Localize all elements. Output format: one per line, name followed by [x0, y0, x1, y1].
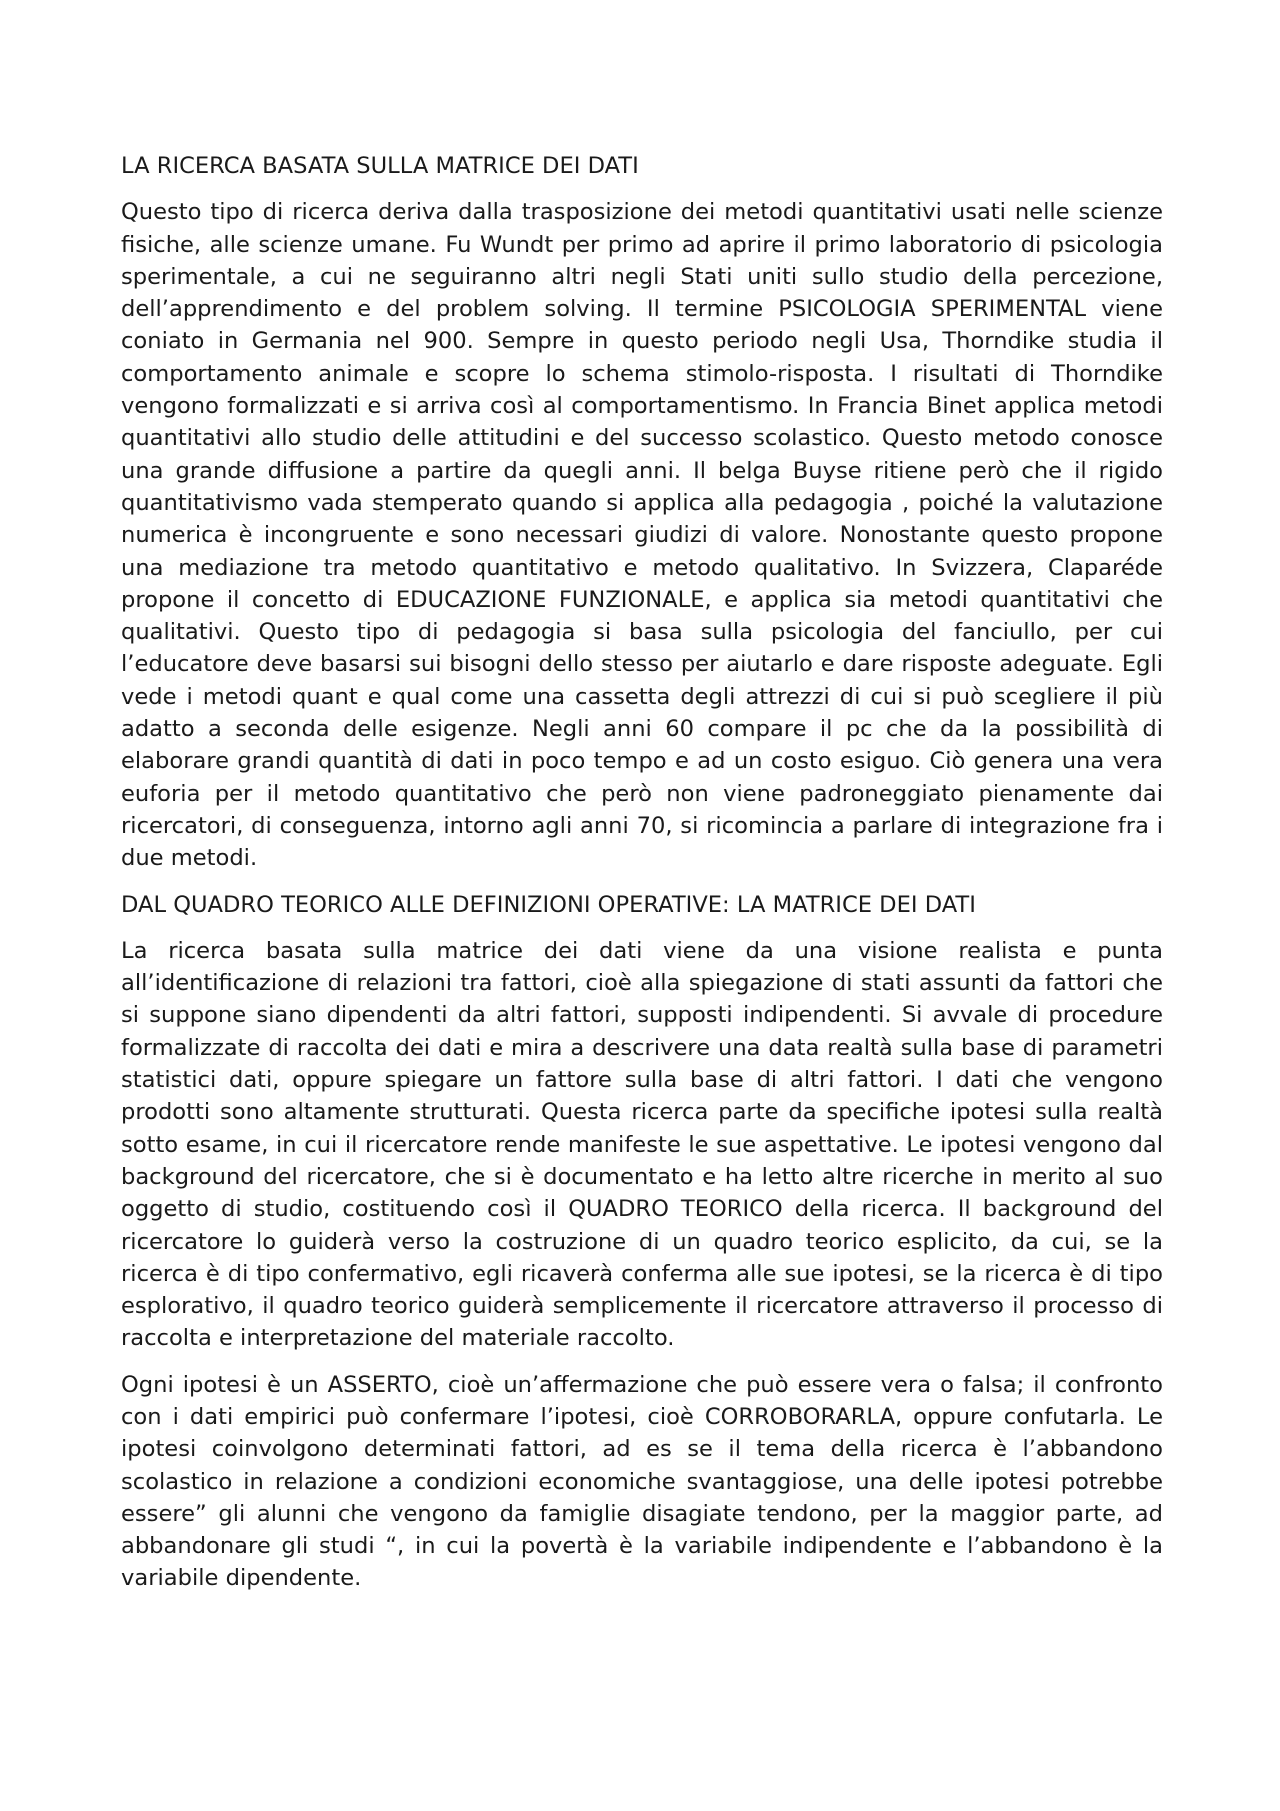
paragraph-origini-metodo-quantitativo: Questo tipo di ricerca deriva dalla trasposizione dei metodi quantitativi usati nelle scienze fisiche, alle scienze umane. Fu Wundt per primo ad aprire il primo laboratorio di psicologia sperimentale, a cui ne seguiranno altri negli Stati uniti sullo studio della percezione, dell’apprendimento e del problem solving. Il termine PSICOLOGIA SPERIMENTAL viene coniato in Germania nel 900. Sempre in questo periodo negli Usa, Thorndike studia il comportamento animale e scopre lo schema stimolo-risposta. I risultati di Thorndike vengono formalizzati e si arriva così al comportamentismo. In Francia Binet applica metodi quantitativi allo studio delle attitudini e del successo scolastico. Questo metodo conosce una grande diffusione a partire da quegli anni. Il belga Buyse ritiene però che il rigido quantitativismo vada stemperato quando si applica alla pedagogia , poiché la valutazione numerica è incongruente e sono necessari giudizi di valore. Nonostante questo propone una mediazione tra metodo quantitativo e metodo qualitativo. In Svizzera, Claparéde propone il concetto di EDUCAZIONE FUNZIONALE, e applica sia metodi quantitativi che qualitativi. Questo tipo di pedagogia si basa sulla psicologia del fanciullo, per cui l’educatore deve basarsi sui bisogni dello stesso per aiutarlo e dare risposte adeguate. Egli vede i metodi quant e qual come una cassetta degli attrezzi di cui si può scegliere il più adatto a seconda delle esigenze. Negli anni 60 compare il pc che da la possibilità di elaborare grandi quantità di dati in poco tempo e ad un costo esiguo. Ciò genera una vera euforia per il metodo quantitativo che però non viene padroneggiato pienamente dai ricercatori, di conseguenza, intorno agli anni 70, si ricomincia a parlare di integrazione fra i due metodi. — [121, 199, 1163, 872]
section-heading-quadro-teorico: DAL QUADRO TEORICO ALLE DEFINIZIONI OPERATIVE: LA MATRICE DEI DATI — [121, 891, 976, 918]
paragraph-ricerca-matrice-dati: La ricerca basata sulla matrice dei dati viene da una visione realista e punta all’identificazione di relazioni tra fattori, cioè alla spiegazione di stati assunti da fattori che si suppone siano dipendenti da altri fattori, supposti indipendenti. Si avvale di procedure formalizzate di raccolta dei dati e mira a descrivere una data realtà sulla base di parametri statistici dati, oppure spiegare un fattore sulla base di altri fattori. I dati che vengono prodotti sono altamente strutturati. Questa ricerca parte da specifiche ipotesi sulla realtà sotto esame, in cui il ricercatore rende manifeste le sue aspettative. Le ipotesi vengono dal background del ricercatore, che si è documentato e ha letto altre ricerche in merito al suo oggetto di studio, costituendo così il QUADRO TEORICO della ricerca. Il background del ricercatore lo guiderà verso la costruzione di un quadro teorico esplicito, da cui, se la ricerca è di tipo confermativo, egli ricaverà conferma alle sue ipotesi, se la ricerca è di tipo esplorativo, il quadro teorico guiderà semplicemente il ricercatore attraverso il processo di raccolta e interpretazione del materiale raccolto. — [121, 937, 1163, 1352]
document-page — [121, 150, 1163, 1609]
paragraph-ipotesi-asserto: Ogni ipotesi è un ASSERTO, cioè un’affermazione che può essere vera o falsa; il confronto con i dati empirici può confermare l’ipotesi, cioè CORROBORARLA, oppure confutarla. Le ipotesi coinvolgono determinati fattori, ad es se il tema della ricerca è l’abbandono scolastico in relazione a condizioni economiche svantaggiose, una delle ipotesi potrebbe essere” gli alunni che vengono da famiglie disagiate tendono, per la maggior parte, ad abbandonare gli studi “, in cui la povertà è la variabile indipendente e l’abbandono è la variabile dipendente. — [121, 1371, 1163, 1592]
section-heading-matrice-dei-dati: LA RICERCA BASATA SULLA MATRICE DEI DATI — [121, 153, 639, 179]
